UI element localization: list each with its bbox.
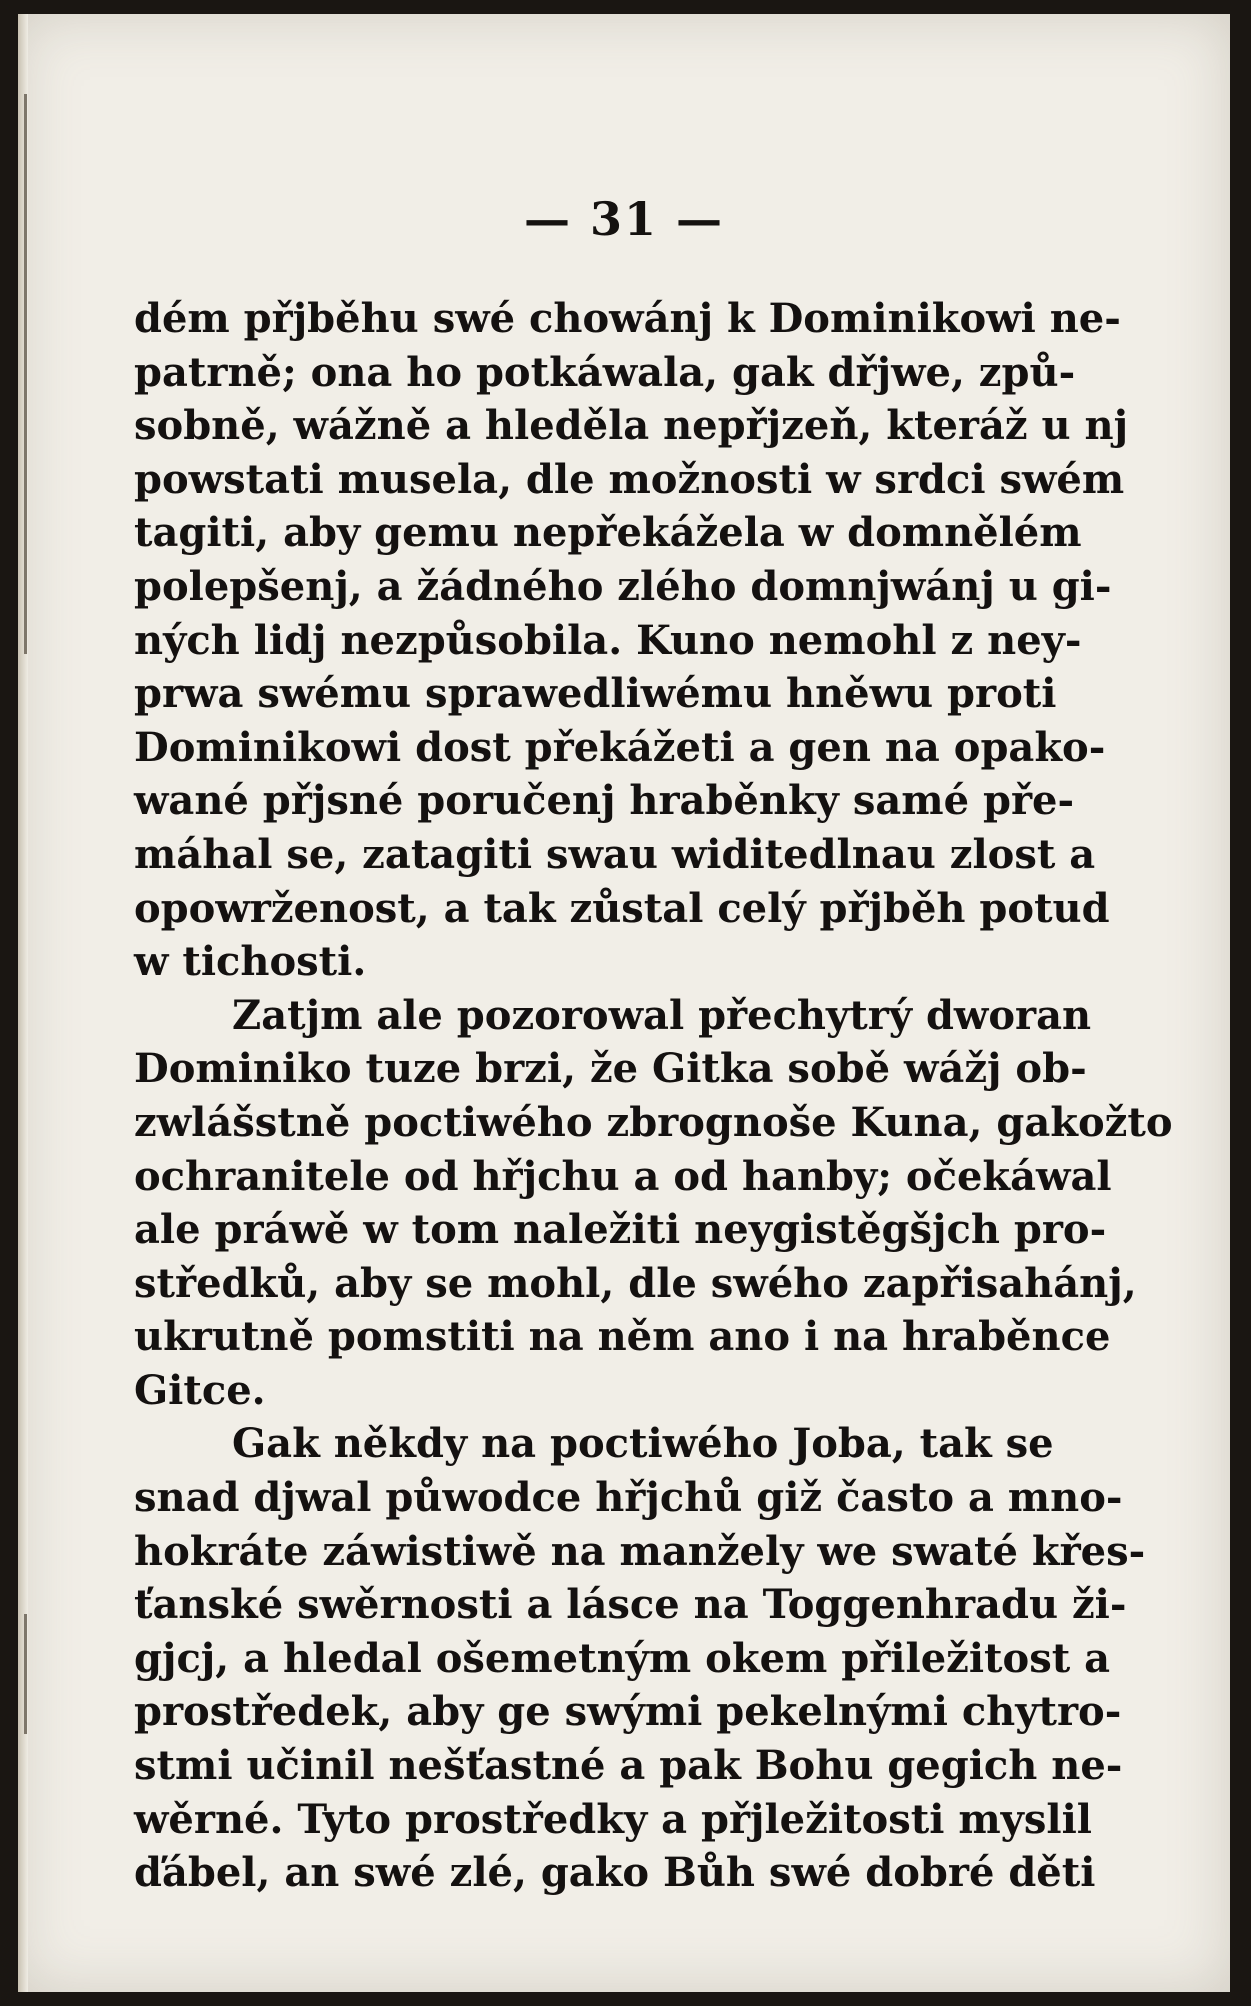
text-line: wěrné. Tyto prostředky a přjležitosti myslil xyxy=(134,1795,1092,1843)
text-line: máhal se, zatagiti swau widitedlnau zlost a xyxy=(134,830,1096,878)
text-line: ochranitele od hřjchu a od hanby; očekáwal xyxy=(134,1152,1112,1200)
margin-mark xyxy=(24,94,27,654)
text-line: stmi učinil nešťastné a pak Bohu gegich ne- xyxy=(134,1742,1123,1790)
text-line: sobně, wážně a hleděla nepřjzeň, kteráž u nj xyxy=(134,402,1129,450)
text-line: středků, aby se mohl, dle swého zapřisahánj, xyxy=(134,1259,1137,1307)
margin-mark xyxy=(24,1614,27,1734)
book-page xyxy=(18,14,1230,1992)
text-line: w tichosti. xyxy=(134,938,367,986)
text-line: ďábel, an swé zlé, gako Bůh swé dobré děti xyxy=(134,1849,1096,1897)
text-line: tagiti, aby gemu nepřekážela w domnělém xyxy=(134,509,1082,557)
text-line: zwlášstně poctiwého zbrognoše Kuna, gakožto xyxy=(134,1098,1173,1146)
text-line: ných lidj nezpůsobila. Kuno nemohl z ney- xyxy=(134,616,1082,664)
text-line: opowrženost, a tak zůstal celý přjběh potud xyxy=(134,884,1110,932)
text-line: Dominiko tuze brzi, že Gitka sobě wážj ob- xyxy=(134,1045,1087,1093)
text-line: polepšenj, a žádného zlého domnjwánj u gi- xyxy=(134,562,1112,610)
text-line: Gitce. xyxy=(134,1366,266,1414)
text-line: hokráte záwistiwě na manžely we swaté křes- xyxy=(134,1527,1146,1575)
body-text xyxy=(134,292,1173,1900)
text-line: Dominikowi dost překážeti a gen na opako- xyxy=(134,723,1106,771)
text-line: wané přjsné poručenj hraběnky samé pře- xyxy=(134,777,1075,825)
text-line: prwa swému sprawedliwému hněwu proti xyxy=(134,670,1057,718)
text-line: Gak někdy na poctiwého Joba, tak se xyxy=(232,1420,1054,1468)
text-line: patrně; ona ho potkáwala, gak dřjwe, způ- xyxy=(134,348,1076,396)
text-line: Zatjm ale pozorowal přechytrý dworan xyxy=(232,991,1092,1039)
text-line: dém přjběhu swé chowánj k Dominikowi ne- xyxy=(134,295,1121,342)
text-line: ťanské swěrnosti a lásce na Toggenhradu ži- xyxy=(134,1581,1127,1629)
text-line: powstati musela, dle možnosti w srdci swém xyxy=(134,455,1125,503)
text-line: ukrutně pomstiti na něm ano i na hraběnce xyxy=(134,1313,1111,1361)
text-line: prostředek, aby ge swými pekelnými chytro- xyxy=(134,1688,1122,1736)
text-line: ale práwě w tom naležiti neygistěgšjch pro- xyxy=(134,1206,1107,1254)
text-line: gjcj, a hledal ošemetným okem přiležitost a xyxy=(134,1634,1111,1682)
page-number: — 31 — xyxy=(523,192,725,246)
text-line: snad djwal půwodce hřjchů giž často a mno- xyxy=(134,1474,1123,1522)
